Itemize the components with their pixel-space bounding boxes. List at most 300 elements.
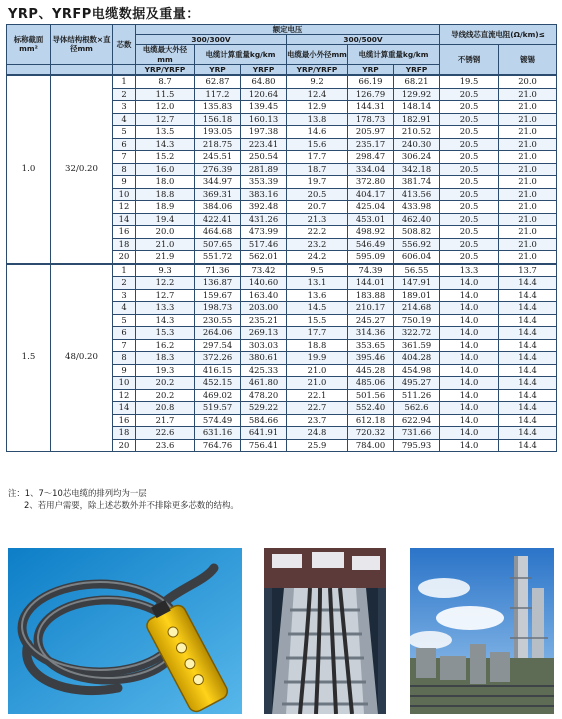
table-cell: 14.0 bbox=[440, 289, 499, 302]
header-stainless: 不锈钢 bbox=[440, 45, 499, 75]
table-cell: 631.16 bbox=[195, 427, 241, 440]
table-cell: 235.21 bbox=[241, 314, 287, 327]
notes bbox=[8, 487, 239, 511]
table-cell: 203.00 bbox=[241, 302, 287, 315]
table-cell: 3 bbox=[113, 101, 136, 114]
group-section: 1.5 bbox=[7, 264, 51, 452]
table-row bbox=[7, 75, 557, 88]
header-tinned: 镀锡 bbox=[499, 45, 557, 75]
table-cell: 306.24 bbox=[394, 151, 440, 164]
table-cell: 517.46 bbox=[241, 238, 287, 251]
header-empty-2 bbox=[51, 64, 113, 75]
table-cell: 478.20 bbox=[241, 389, 287, 402]
table-cell: 552.40 bbox=[348, 402, 394, 415]
table-cell: 551.72 bbox=[195, 251, 241, 264]
table-cell: 197.38 bbox=[241, 126, 287, 139]
table-cell: 14.6 bbox=[287, 126, 348, 139]
group-conductor: 48/0.20 bbox=[51, 264, 113, 452]
table-cell: 198.73 bbox=[195, 302, 241, 315]
table-cell: 2 bbox=[113, 277, 136, 290]
table-cell: 1 bbox=[113, 75, 136, 88]
table-cell: 13.3 bbox=[440, 264, 499, 277]
table-cell: 452.15 bbox=[195, 377, 241, 390]
industrial-plant-photo bbox=[410, 548, 554, 714]
table-cell: 14.4 bbox=[499, 414, 557, 427]
table-cell: 129.92 bbox=[394, 88, 440, 101]
table-cell: 13.8 bbox=[287, 113, 348, 126]
table-cell: 13.5 bbox=[136, 126, 195, 139]
table-cell: 15.2 bbox=[136, 151, 195, 164]
table-cell: 369.31 bbox=[195, 188, 241, 201]
table-cell: 6 bbox=[113, 327, 136, 340]
table-cell: 20.5 bbox=[440, 188, 499, 201]
table-cell: 21.0 bbox=[499, 176, 557, 189]
table-cell: 276.39 bbox=[195, 163, 241, 176]
table-cell: 433.98 bbox=[394, 201, 440, 214]
table-cell: 445.28 bbox=[348, 364, 394, 377]
table-cell: 20.7 bbox=[287, 201, 348, 214]
table-cell: 23.2 bbox=[287, 238, 348, 251]
table-cell: 24.2 bbox=[287, 251, 348, 264]
table-cell: 595.09 bbox=[348, 251, 394, 264]
table-cell: 508.82 bbox=[394, 226, 440, 239]
table-cell: 56.55 bbox=[394, 264, 440, 277]
table-cell: 454.98 bbox=[394, 364, 440, 377]
table-cell: 20.5 bbox=[440, 201, 499, 214]
header-rated-voltage: 额定电压 bbox=[136, 25, 440, 35]
table-cell: 14.5 bbox=[287, 302, 348, 315]
table-cell: 20.5 bbox=[440, 101, 499, 114]
table-cell: 20.5 bbox=[440, 176, 499, 189]
table-cell: 12 bbox=[113, 389, 136, 402]
table-cell: 464.68 bbox=[195, 226, 241, 239]
table-cell: 21.0 bbox=[499, 226, 557, 239]
table-cell: 17.7 bbox=[287, 151, 348, 164]
table-cell: 74.39 bbox=[348, 264, 394, 277]
table-cell: 144.01 bbox=[348, 277, 394, 290]
table-cell: 431.26 bbox=[241, 213, 287, 226]
table-cell: 795.93 bbox=[394, 439, 440, 452]
header-weight-500: 电缆计算重量kg/km bbox=[348, 45, 440, 64]
table-row bbox=[7, 264, 557, 277]
note-1: 注：1、7～10芯电缆的排列均为一层 bbox=[8, 488, 147, 498]
table-cell: 9 bbox=[113, 364, 136, 377]
table-cell: 117.2 bbox=[195, 88, 241, 101]
table-cell: 10 bbox=[113, 377, 136, 390]
table-cell: 20.5 bbox=[440, 163, 499, 176]
header-yrp-300: YRP bbox=[195, 64, 241, 75]
table-cell: 416.15 bbox=[195, 364, 241, 377]
table-cell: 20.8 bbox=[136, 402, 195, 415]
header-yrp-yrfp-500: YRP/YRFP bbox=[287, 64, 348, 75]
table-cell: 16 bbox=[113, 414, 136, 427]
table-cell: 20.5 bbox=[440, 238, 499, 251]
table-cell: 21.0 bbox=[136, 238, 195, 251]
table-cell: 14.0 bbox=[440, 414, 499, 427]
table-cell: 303.03 bbox=[241, 339, 287, 352]
table-cell: 18 bbox=[113, 427, 136, 440]
table-cell: 462.40 bbox=[394, 213, 440, 226]
table-cell: 235.17 bbox=[348, 138, 394, 151]
table-cell: 18 bbox=[113, 238, 136, 251]
table-cell: 344.97 bbox=[195, 176, 241, 189]
table-cell: 73.42 bbox=[241, 264, 287, 277]
table-cell: 189.01 bbox=[394, 289, 440, 302]
table-cell: 606.04 bbox=[394, 251, 440, 264]
table-cell: 21.0 bbox=[499, 138, 557, 151]
table-cell: 14.4 bbox=[499, 277, 557, 290]
table-cell: 353.39 bbox=[241, 176, 287, 189]
table-cell: 12 bbox=[113, 201, 136, 214]
header-conductor: 导体结构根数×直径mm bbox=[51, 25, 113, 65]
table-cell: 14.0 bbox=[440, 352, 499, 365]
table-cell: 16.0 bbox=[136, 163, 195, 176]
header-nominal-section: 标称截面mm² bbox=[7, 25, 51, 65]
table-cell: 10 bbox=[113, 188, 136, 201]
table-cell: 404.28 bbox=[394, 352, 440, 365]
table-cell: 18.0 bbox=[136, 176, 195, 189]
table-cell: 64.80 bbox=[241, 75, 287, 88]
table-cell: 19.4 bbox=[136, 213, 195, 226]
table-cell: 7 bbox=[113, 339, 136, 352]
table-cell: 24.8 bbox=[287, 427, 348, 440]
table-cell: 381.74 bbox=[394, 176, 440, 189]
table-cell: 342.18 bbox=[394, 163, 440, 176]
table-cell: 14.4 bbox=[499, 439, 557, 452]
table-cell: 15.5 bbox=[287, 314, 348, 327]
table-cell: 18.9 bbox=[136, 201, 195, 214]
table-cell: 622.94 bbox=[394, 414, 440, 427]
table-cell: 14.4 bbox=[499, 352, 557, 365]
table-cell: 584.66 bbox=[241, 414, 287, 427]
table-cell: 20.5 bbox=[287, 188, 348, 201]
table-cell: 14.0 bbox=[440, 327, 499, 340]
table-cell: 425.04 bbox=[348, 201, 394, 214]
table-cell: 461.80 bbox=[241, 377, 287, 390]
table-cell: 66.19 bbox=[348, 75, 394, 88]
table-cell: 21.0 bbox=[499, 251, 557, 264]
table-cell: 14.0 bbox=[440, 302, 499, 315]
cable-tray-photo bbox=[264, 548, 386, 714]
table-cell: 1 bbox=[113, 264, 136, 277]
table-body bbox=[7, 75, 557, 452]
header-max-od: 电缆最大外径mm bbox=[136, 45, 195, 64]
table-cell: 13.7 bbox=[499, 264, 557, 277]
table-cell: 23.6 bbox=[136, 439, 195, 452]
table-cell: 453.01 bbox=[348, 213, 394, 226]
table-cell: 183.88 bbox=[348, 289, 394, 302]
table-cell: 14.0 bbox=[440, 439, 499, 452]
header-yrp-yrfp-300: YRP/YRFP bbox=[136, 64, 195, 75]
table-cell: 21.9 bbox=[136, 251, 195, 264]
table-cell: 21.3 bbox=[287, 213, 348, 226]
table-cell: 20 bbox=[113, 439, 136, 452]
table-cell: 380.61 bbox=[241, 352, 287, 365]
table-cell: 12.7 bbox=[136, 289, 195, 302]
table-cell: 20.0 bbox=[136, 226, 195, 239]
table-cell: 495.27 bbox=[394, 377, 440, 390]
table-cell: 395.46 bbox=[348, 352, 394, 365]
table-cell: 21.0 bbox=[287, 364, 348, 377]
table-cell: 9 bbox=[113, 176, 136, 189]
table-cell: 21.0 bbox=[499, 151, 557, 164]
table-cell: 20.0 bbox=[499, 75, 557, 88]
table-cell: 519.57 bbox=[195, 402, 241, 415]
header-empty-1 bbox=[7, 64, 51, 75]
table-cell: 223.41 bbox=[241, 138, 287, 151]
table-cell: 21.0 bbox=[499, 238, 557, 251]
table-cell: 144.31 bbox=[348, 101, 394, 114]
header-yrp-500: YRP bbox=[348, 64, 394, 75]
table-cell: 139.45 bbox=[241, 101, 287, 114]
table-cell: 784.00 bbox=[348, 439, 394, 452]
coiled-cable-pendant-photo bbox=[8, 548, 242, 714]
table-cell: 14.3 bbox=[136, 314, 195, 327]
table-cell: 14.0 bbox=[440, 364, 499, 377]
table-cell: 21.7 bbox=[136, 414, 195, 427]
table-cell: 764.76 bbox=[195, 439, 241, 452]
table-cell: 147.91 bbox=[394, 277, 440, 290]
table-cell: 18.8 bbox=[287, 339, 348, 352]
table-cell: 507.65 bbox=[195, 238, 241, 251]
table-cell: 14.4 bbox=[499, 327, 557, 340]
table-cell: 5 bbox=[113, 126, 136, 139]
table-cell: 22.6 bbox=[136, 427, 195, 440]
table-cell: 9.3 bbox=[136, 264, 195, 277]
table-cell: 511.26 bbox=[394, 389, 440, 402]
table-cell: 5 bbox=[113, 314, 136, 327]
table-cell: 473.99 bbox=[241, 226, 287, 239]
header-500v: 300/500V bbox=[287, 35, 440, 45]
table-cell: 15.6 bbox=[287, 138, 348, 151]
table-cell: 383.16 bbox=[241, 188, 287, 201]
table-cell: 25.9 bbox=[287, 439, 348, 452]
table-cell: 14.4 bbox=[499, 289, 557, 302]
table-cell: 7 bbox=[113, 151, 136, 164]
table-cell: 20.2 bbox=[136, 377, 195, 390]
table-cell: 182.91 bbox=[394, 113, 440, 126]
table-cell: 135.83 bbox=[195, 101, 241, 114]
table-cell: 22.7 bbox=[287, 402, 348, 415]
table-cell: 23.7 bbox=[287, 414, 348, 427]
table-cell: 269.13 bbox=[241, 327, 287, 340]
table-cell: 21.0 bbox=[499, 88, 557, 101]
table-cell: 14.0 bbox=[440, 427, 499, 440]
header-300v: 300/300V bbox=[136, 35, 287, 45]
table-cell: 21.0 bbox=[499, 163, 557, 176]
table-cell: 14.0 bbox=[440, 377, 499, 390]
table-cell: 8.7 bbox=[136, 75, 195, 88]
table-cell: 14.4 bbox=[499, 377, 557, 390]
table-cell: 136.87 bbox=[195, 277, 241, 290]
table-cell: 62.87 bbox=[195, 75, 241, 88]
table-cell: 297.54 bbox=[195, 339, 241, 352]
table-cell: 20.5 bbox=[440, 138, 499, 151]
table-cell: 404.17 bbox=[348, 188, 394, 201]
header-yrfp-300: YRFP bbox=[241, 64, 287, 75]
table-cell: 264.06 bbox=[195, 327, 241, 340]
table-cell: 20.5 bbox=[440, 251, 499, 264]
table-cell: 21.0 bbox=[287, 377, 348, 390]
table-cell: 193.05 bbox=[195, 126, 241, 139]
table-cell: 372.26 bbox=[195, 352, 241, 365]
table-cell: 3 bbox=[113, 289, 136, 302]
table-cell: 245.51 bbox=[195, 151, 241, 164]
table-cell: 68.21 bbox=[394, 75, 440, 88]
table-cell: 230.55 bbox=[195, 314, 241, 327]
table-cell: 245.27 bbox=[348, 314, 394, 327]
table-cell: 14.4 bbox=[499, 339, 557, 352]
table-cell: 750.19 bbox=[394, 314, 440, 327]
table-cell: 20.5 bbox=[440, 126, 499, 139]
table-cell: 163.40 bbox=[241, 289, 287, 302]
table-cell: 720.32 bbox=[348, 427, 394, 440]
table-cell: 148.14 bbox=[394, 101, 440, 114]
table-cell: 20.2 bbox=[136, 389, 195, 402]
table-cell: 205.97 bbox=[348, 126, 394, 139]
table-cell: 14.0 bbox=[440, 314, 499, 327]
table-cell: 322.72 bbox=[394, 327, 440, 340]
table-cell: 210.17 bbox=[348, 302, 394, 315]
table-cell: 21.0 bbox=[499, 101, 557, 114]
header-empty-3 bbox=[113, 64, 136, 75]
table-cell: 12.4 bbox=[287, 88, 348, 101]
table-cell: 353.65 bbox=[348, 339, 394, 352]
table-cell: 4 bbox=[113, 302, 136, 315]
table-cell: 126.79 bbox=[348, 88, 394, 101]
header-weight-300: 电缆计算重量kg/km bbox=[195, 45, 287, 64]
table-cell: 240.30 bbox=[394, 138, 440, 151]
table-cell: 210.52 bbox=[394, 126, 440, 139]
table-cell: 21.0 bbox=[499, 188, 557, 201]
table-cell: 14.4 bbox=[499, 364, 557, 377]
table-cell: 120.64 bbox=[241, 88, 287, 101]
table-cell: 20.5 bbox=[440, 226, 499, 239]
table-cell: 22.2 bbox=[287, 226, 348, 239]
table-cell: 12.9 bbox=[287, 101, 348, 114]
table-cell: 14 bbox=[113, 402, 136, 415]
table-cell: 756.41 bbox=[241, 439, 287, 452]
table-cell: 11.5 bbox=[136, 88, 195, 101]
table-cell: 413.56 bbox=[394, 188, 440, 201]
table-cell: 469.02 bbox=[195, 389, 241, 402]
table-cell: 2 bbox=[113, 88, 136, 101]
table-cell: 14.4 bbox=[499, 389, 557, 402]
table-cell: 546.49 bbox=[348, 238, 394, 251]
page-title: YRP、YRFP电缆数据及重量： bbox=[8, 7, 200, 22]
table-cell: 20.5 bbox=[440, 151, 499, 164]
table-cell: 19.5 bbox=[440, 75, 499, 88]
table-cell: 13.1 bbox=[287, 277, 348, 290]
table-cell: 485.06 bbox=[348, 377, 394, 390]
header-yrfp-500: YRFP bbox=[394, 64, 440, 75]
table-cell: 21.0 bbox=[499, 201, 557, 214]
table-cell: 21.0 bbox=[499, 213, 557, 226]
table-cell: 14.0 bbox=[440, 339, 499, 352]
table-cell: 8 bbox=[113, 352, 136, 365]
table-cell: 562.6 bbox=[394, 402, 440, 415]
table-cell: 641.91 bbox=[241, 427, 287, 440]
table-cell: 422.41 bbox=[195, 213, 241, 226]
table-cell: 14.4 bbox=[499, 314, 557, 327]
table-cell: 314.36 bbox=[348, 327, 394, 340]
table-cell: 14.4 bbox=[499, 402, 557, 415]
table-cell: 71.36 bbox=[195, 264, 241, 277]
table-cell: 425.33 bbox=[241, 364, 287, 377]
table-cell: 498.92 bbox=[348, 226, 394, 239]
table-cell: 8 bbox=[113, 163, 136, 176]
table-cell: 361.59 bbox=[394, 339, 440, 352]
table-cell: 9.5 bbox=[287, 264, 348, 277]
table-cell: 12.2 bbox=[136, 277, 195, 290]
table-cell: 17.7 bbox=[287, 327, 348, 340]
table-cell: 9.2 bbox=[287, 75, 348, 88]
header-resistance: 导线线芯直流电阻(Ω/km)≤ bbox=[440, 25, 557, 45]
table-cell: 20 bbox=[113, 251, 136, 264]
table-cell: 556.92 bbox=[394, 238, 440, 251]
table-cell: 20.5 bbox=[440, 113, 499, 126]
table-cell: 19.7 bbox=[287, 176, 348, 189]
table-cell: 731.66 bbox=[394, 427, 440, 440]
table-cell: 612.18 bbox=[348, 414, 394, 427]
note-2: 2、若用户需要，除上述芯数外并不排除更多芯数的结构。 bbox=[24, 500, 239, 510]
table-cell: 14.3 bbox=[136, 138, 195, 151]
table-cell: 156.18 bbox=[195, 113, 241, 126]
table-cell: 281.89 bbox=[241, 163, 287, 176]
table-cell: 18.7 bbox=[287, 163, 348, 176]
table-cell: 13.3 bbox=[136, 302, 195, 315]
table-cell: 13.6 bbox=[287, 289, 348, 302]
table-cell: 14.0 bbox=[440, 402, 499, 415]
table-cell: 562.01 bbox=[241, 251, 287, 264]
table-cell: 372.80 bbox=[348, 176, 394, 189]
table-cell: 140.60 bbox=[241, 277, 287, 290]
table-cell: 14 bbox=[113, 213, 136, 226]
table-cell: 392.48 bbox=[241, 201, 287, 214]
table-cell: 21.0 bbox=[499, 126, 557, 139]
table-cell: 12.0 bbox=[136, 101, 195, 114]
table-cell: 529.22 bbox=[241, 402, 287, 415]
table-cell: 6 bbox=[113, 138, 136, 151]
table-cell: 14.4 bbox=[499, 302, 557, 315]
table-cell: 250.54 bbox=[241, 151, 287, 164]
table-cell: 214.68 bbox=[394, 302, 440, 315]
table-cell: 18.3 bbox=[136, 352, 195, 365]
group-conductor: 32/0.20 bbox=[51, 75, 113, 264]
header-cores: 芯数 bbox=[113, 25, 136, 65]
table-cell: 12.7 bbox=[136, 113, 195, 126]
table-cell: 14.0 bbox=[440, 277, 499, 290]
table-cell: 20.5 bbox=[440, 213, 499, 226]
table-cell: 16 bbox=[113, 226, 136, 239]
table-cell: 16.2 bbox=[136, 339, 195, 352]
group-section: 1.0 bbox=[7, 75, 51, 264]
table-cell: 159.67 bbox=[195, 289, 241, 302]
table-cell: 4 bbox=[113, 113, 136, 126]
table-cell: 14.4 bbox=[499, 427, 557, 440]
header-min-od: 电缆最小外径mm bbox=[287, 45, 348, 64]
table-cell: 178.73 bbox=[348, 113, 394, 126]
table-cell: 21.0 bbox=[499, 113, 557, 126]
table-cell: 334.04 bbox=[348, 163, 394, 176]
table-cell: 218.75 bbox=[195, 138, 241, 151]
table-cell: 384.06 bbox=[195, 201, 241, 214]
table-cell: 14.0 bbox=[440, 389, 499, 402]
table-cell: 20.5 bbox=[440, 88, 499, 101]
table-cell: 19.3 bbox=[136, 364, 195, 377]
cable-data-table bbox=[6, 24, 557, 452]
table-cell: 15.3 bbox=[136, 327, 195, 340]
